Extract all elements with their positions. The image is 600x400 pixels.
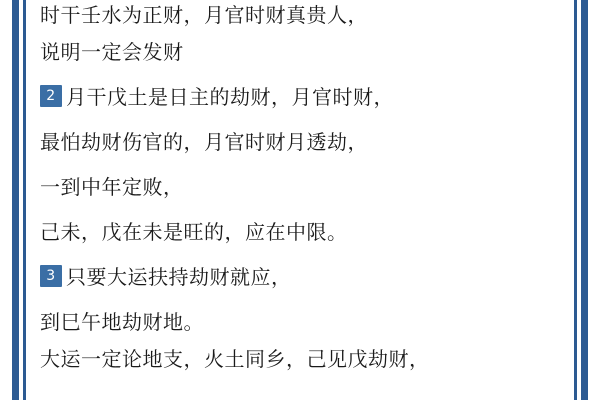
text-line bbox=[40, 343, 560, 373]
text-line-content: 大运一定论地支，火土同乡，己见戊劫财， bbox=[40, 347, 430, 371]
right-outer-border-bar bbox=[581, 0, 588, 400]
text-line-content: 时干壬水为正财，月官时财真贵人， bbox=[40, 3, 368, 27]
text-line-content: 一到中年定败， bbox=[40, 175, 184, 199]
text-line bbox=[40, 163, 560, 208]
text-line-content: 最怕劫财伤官的，月官时财月透劫， bbox=[40, 130, 368, 154]
text-line bbox=[40, 73, 560, 118]
text-line-content: 说明一定会发财 bbox=[40, 40, 184, 64]
list-number-badge: 2 bbox=[40, 85, 62, 107]
text-line bbox=[40, 208, 560, 253]
text-line bbox=[40, 118, 560, 163]
left-outer-border-bar bbox=[12, 0, 19, 400]
text-line-content: 月干戊土是日主的劫财，月官时财， bbox=[66, 85, 394, 109]
right-inner-border-bar bbox=[574, 0, 577, 400]
text-line bbox=[40, 28, 560, 73]
text-line bbox=[40, 0, 560, 28]
text-line-content: 只要大运扶持劫财就应， bbox=[66, 265, 292, 289]
document-text-content bbox=[40, 0, 560, 400]
text-line-content: 己未，戊在未是旺的，应在中限。 bbox=[40, 220, 348, 244]
text-line bbox=[40, 253, 560, 298]
left-inner-border-bar bbox=[23, 0, 26, 400]
list-number-badge: 3 bbox=[40, 265, 62, 287]
text-line-content: 到巳午地劫财地。 bbox=[40, 310, 204, 334]
text-line bbox=[40, 298, 560, 343]
